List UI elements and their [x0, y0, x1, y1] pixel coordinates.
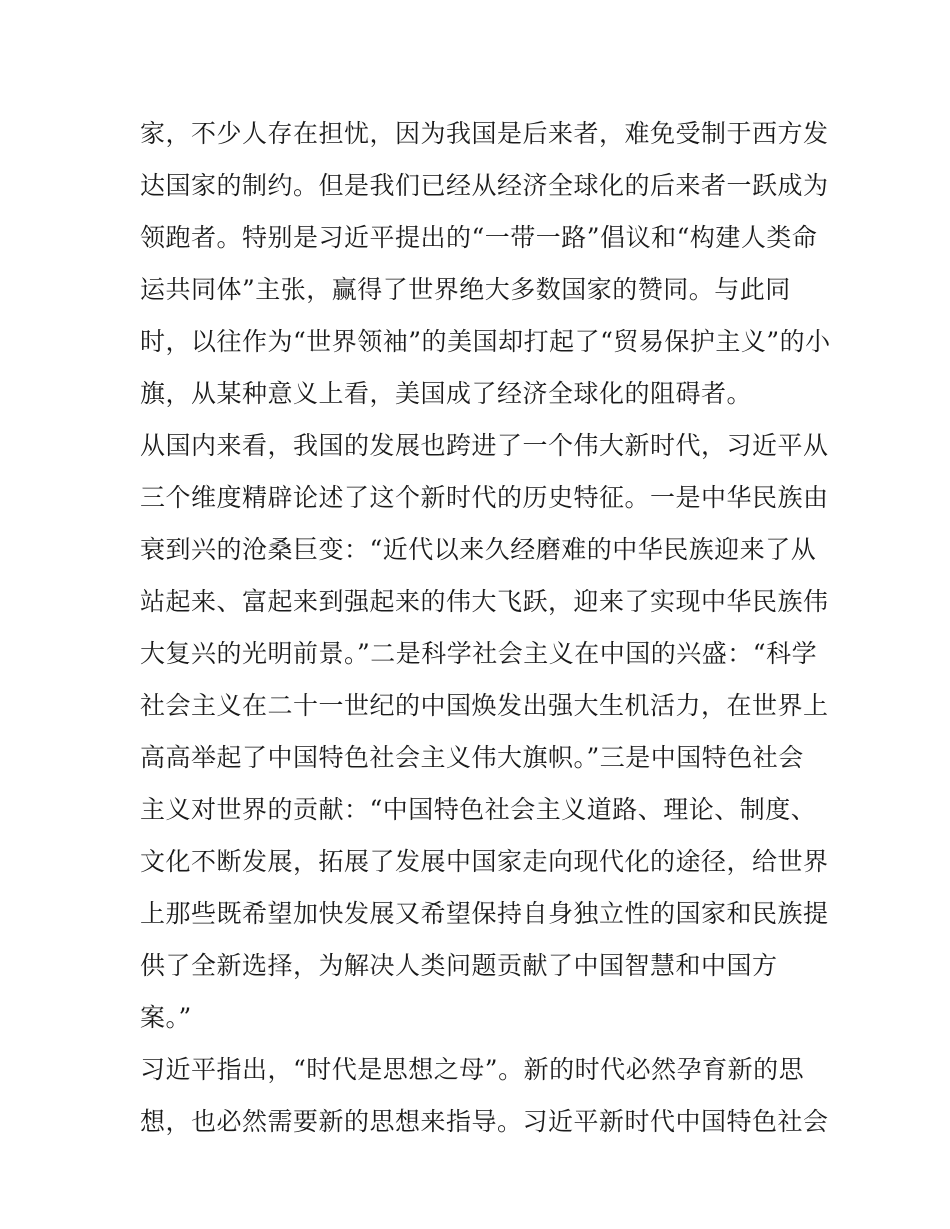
text-line: 文化不断发展，拓展了发展中国家走向现代化的途径，给世界 [140, 847, 829, 876]
text-line: 领跑者。特别是习近平提出的“一带一路”倡议和“构建人类命 [140, 223, 818, 252]
text-line: 家，不少人存在担忧，因为我国是后来者，难免受制于西方发 [140, 119, 829, 148]
text-line: 三个维度精辟论述了这个新时代的历史特征。一是中华民族由 [140, 483, 829, 512]
text-line: 高高举起了中国特色社会主义伟大旗帜。”三是中国特色社会 [140, 743, 804, 772]
text-line: 主义对世界的贡献：“中国特色社会主义道路、理论、制度、 [140, 795, 817, 824]
text-line: 衰到兴的沧桑巨变：“近代以来久经磨难的中华民族迎来了从 [140, 535, 817, 564]
body-text [140, 108, 831, 1148]
text-line: 大复兴的光明前景。”二是科学社会主义在中国的兴盛：“科学 [140, 639, 818, 668]
text-line: 运共同体”主张，赢得了世界绝大多数国家的赞同。与此同 [140, 275, 791, 304]
text-line: 时，以往作为“世界领袖”的美国却打起了“贸易保护主义”的小 [140, 327, 831, 356]
text-line: 案。” [140, 1003, 192, 1032]
text-line: 旗，从某种意义上看，美国成了经济全球化的阻碍者。 [140, 379, 753, 408]
text-line: 达国家的制约。但是我们已经从经济全球化的后来者一跃成为 [140, 171, 829, 200]
text-line: 供了全新选择，为解决人类问题贡献了中国智慧和中国方 [140, 951, 778, 980]
text-line: 站起来、富起来到强起来的伟大飞跃，迎来了实现中华民族伟 [140, 587, 829, 616]
text-line: 上那些既希望加快发展又希望保持自身独立性的国家和民族提 [140, 899, 829, 928]
text-line: 想，也必然需要新的思想来指导。习近平新时代中国特色社会 [140, 1107, 829, 1136]
text-line: 习近平指出，“时代是思想之母”。新的时代必然孕育新的思 [140, 1055, 805, 1084]
text-line: 从国内来看，我国的发展也跨进了一个伟大新时代，习近平从 [140, 431, 829, 460]
text-line: 社会主义在二十一世纪的中国焕发出强大生机活力，在世界上 [140, 691, 829, 720]
